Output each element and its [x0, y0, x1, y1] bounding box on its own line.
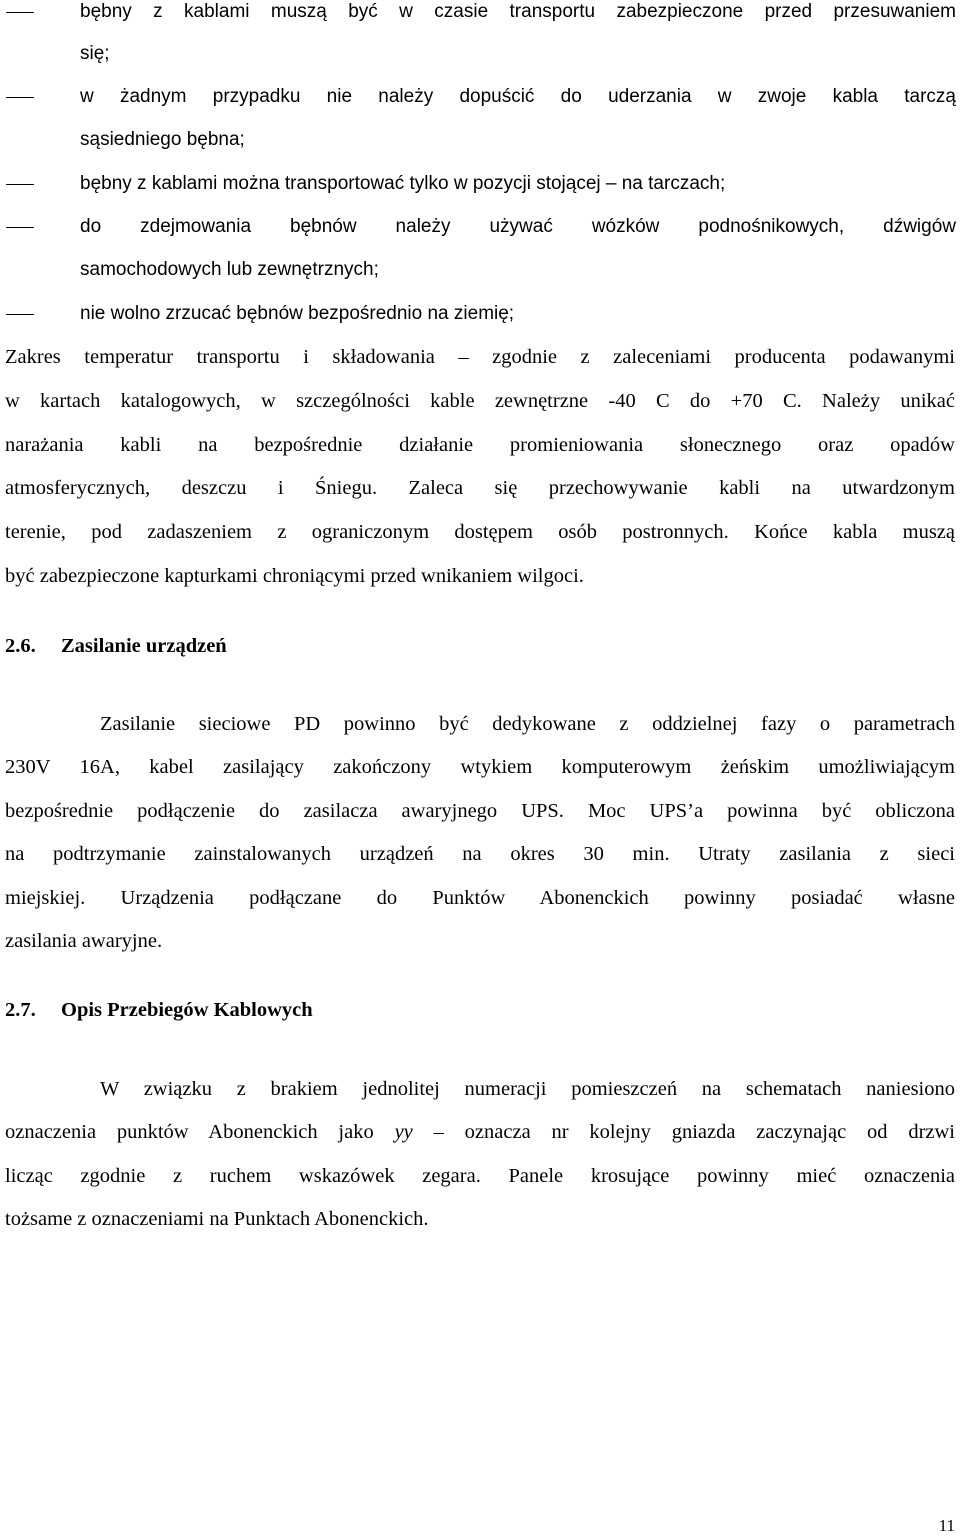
- list-item-text: w żadnym przypadku nie należy dopuścić do uderzania w zwoje kabla tarczą: [80, 86, 956, 107]
- italic-text-run: yy: [394, 1121, 413, 1143]
- paragraph-line: w kartach katalogowych, w szczególności kable zewnętrzne -40 C do +70 C. Należy unikać: [5, 390, 955, 412]
- paragraph-line: 230V 16A, kabel zasilający zakończony wtykiem komputerowym żeńskim umożliwiającym: [5, 756, 955, 778]
- list-item-text: bębny z kablami można transportować tylko w pozycji stojącej – na tarczach;: [80, 173, 726, 194]
- page-number: 11: [938, 1516, 955, 1535]
- list-item-text: nie wolno zrzucać bębnów bezpośrednio na ziemię;: [80, 303, 515, 324]
- paragraph-line: bezpośrednie podłączenie do zasilacza awaryjnego UPS. Moc UPS’a powinna być obliczona: [5, 800, 955, 822]
- section-heading: [5, 624, 227, 668]
- paragraph-line: tożsame z oznaczeniami na Punktach Abonenckich.: [5, 1208, 429, 1230]
- list-item-text: się;: [80, 43, 110, 64]
- text-run: oznaczenia punktów Abonenckich jako: [5, 1121, 395, 1143]
- paragraph-line: być zabezpieczone kapturkami chroniącymi przed wnikaniem wilgoci.: [5, 565, 584, 587]
- paragraph-line: atmosferycznych, deszczu i Śniegu. Zaleca się przechowywanie kabli na utwardzonym: [5, 477, 955, 499]
- section-title: Opis Przebiegów Kablowych: [61, 999, 313, 1021]
- section-heading: [5, 988, 313, 1032]
- paragraph-line: terenie, pod zadaszeniem z ograniczonym dostępem osób postronnych. Końce kabla muszą: [5, 521, 955, 543]
- list-item-text: bębny z kablami muszą być w czasie transportu zabezpieczone przed przesuwaniem: [80, 1, 956, 22]
- list-item-text: samochodowych lub zewnętrznych;: [80, 259, 379, 280]
- paragraph-line: miejskiej. Urządzenia podłączane do Punktów Abonenckich powinny posiadać własne: [5, 887, 955, 909]
- section-number: 2.6.: [5, 635, 36, 657]
- paragraph-line: Zakres temperatur transportu i składowania – zgodnie z zaleceniami producenta podawanymi: [5, 346, 955, 368]
- list-item-text: do zdejmowania bębnów należy używać wózków podnośnikowych, dźwigów: [80, 216, 956, 237]
- paragraph-line: na podtrzymanie zainstalowanych urządzeń na okres 30 min. Utraty zasilania z sieci: [5, 843, 955, 865]
- text-run: – oznacza nr kolejny gniazda zaczynając od drzwi: [412, 1121, 955, 1143]
- paragraph-line: zasilania awaryjne.: [5, 930, 163, 952]
- section-number: 2.7.: [5, 999, 36, 1021]
- paragraph-line: narażania kabli na bezpośrednie działanie promieniowania słonecznego oraz opadów: [5, 434, 955, 456]
- list-item-text: sąsiedniego bębna;: [80, 129, 245, 150]
- paragraph-line: W związku z brakiem jednolitej numeracji pomieszczeń na schematach naniesiono: [100, 1078, 955, 1100]
- paragraph-line: licząc zgodnie z ruchem wskazówek zegara. Panele krosujące powinny mieć oznaczenia: [5, 1165, 955, 1187]
- paragraph-line: Zasilanie sieciowe PD powinno być dedykowane z oddzielnej fazy o parametrach: [100, 713, 955, 735]
- paragraph-line: [5, 1110, 955, 1154]
- section-title: Zasilanie urządzeń: [61, 635, 227, 657]
